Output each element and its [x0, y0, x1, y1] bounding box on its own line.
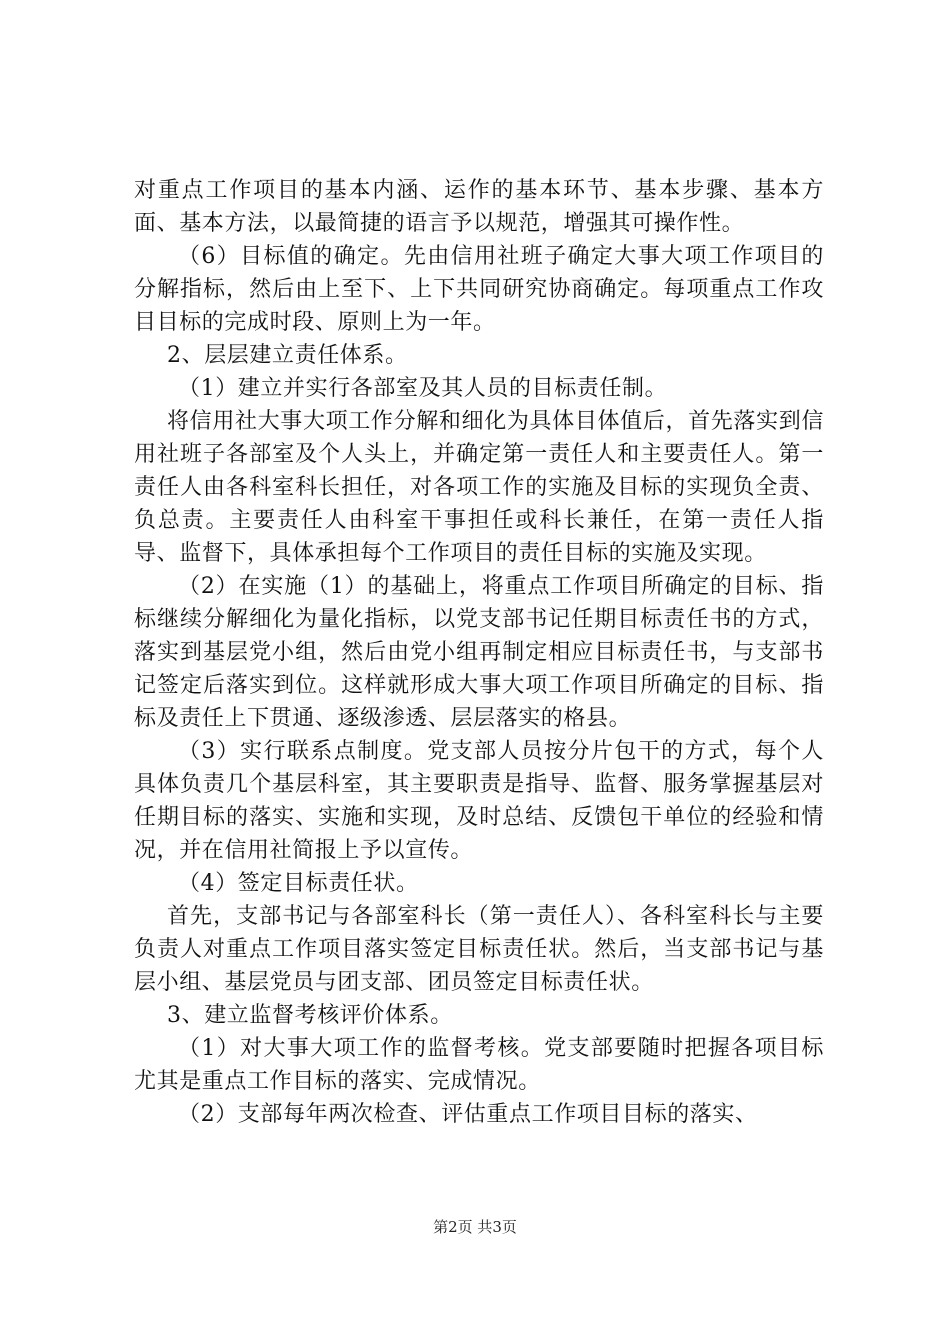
- paragraph-contact-points: （3）实行联系点制度。党支部人员按分片包干的方式，每个人具体负责几个基层科室，其主要职责是指导、监督、服务掌握基层对任期目标的落实、实施和实现，及时总结、反馈包干单位的经验和情况，并在信用社简报上予以宣传。: [134, 739, 824, 863]
- subheading-target-responsibility: （1）建立并实行各部室及其人员的目标责任制。: [178, 376, 668, 401]
- paragraph-continued: 对重点工作项目的基本内涵、运作的基本环节、基本步骤、基本方面、基本方法，以最简捷的语言予以规范，增强其可操作性。: [134, 178, 824, 236]
- page-number-footer: 第2页 共3页: [433, 1218, 517, 1236]
- heading-supervision-system: 3、建立监督考核评价体系。: [167, 1003, 453, 1028]
- paragraph-quantified-targets: （2）在实施（1）的基础上，将重点工作项目所确定的目标、指标继续分解细化为量化指标，以党支部书记任期目标责任书的方式，落实到基层党小组，然后由党小组再制定相应目标责任书，与支部书记签定后落实到位。这样就形成大事大项工作项目所确定的目标、指标及责任上下贯通、逐级渗透、层层落实的格县。: [134, 574, 824, 731]
- paragraph-decomposition: 将信用社大事大项工作分解和细化为具体目体值后，首先落实到信用社班子各部室及个人头上，并确定第一责任人和主要责任人。第一责任人由各科室科长担任，对各项工作的实施及目标的实现负全责、负总责。主要责任人由科室干事担任或科长兼任，在第一责任人指导、监督下，具体承担每个工作项目的责任目标的实施及实现。: [134, 409, 824, 566]
- heading-responsibility-system: 2、层层建立责任体系。: [167, 343, 408, 368]
- paragraph-inspection: （2）支部每年两次检查、评估重点工作项目目标的落实、: [178, 1102, 758, 1127]
- paragraph-target-value: （6）目标值的确定。先由信用社班子确定大事大项工作项目的分解指标，然后由上至下、上下共同研究协商确定。每项重点工作攻目目标的完成时段、原则上为一年。: [134, 244, 824, 335]
- paragraph-supervision: （1）对大事大项工作的监督考核。党支部要随时把握各项目标尤其是重点工作目标的落实、完成情况。: [134, 1036, 824, 1094]
- document-body: [134, 174, 824, 1131]
- paragraph-signing: 首先，支部书记与各部室科长（第一责任人）、各科室科长与主要负责人对重点工作项目落实签定目标责任状。然后，当支部书记与基层小组、基层党员与团支部、团员签定目标责任状。: [134, 904, 824, 995]
- subheading-sign-responsibility: （4）签定目标责任状。: [178, 871, 419, 896]
